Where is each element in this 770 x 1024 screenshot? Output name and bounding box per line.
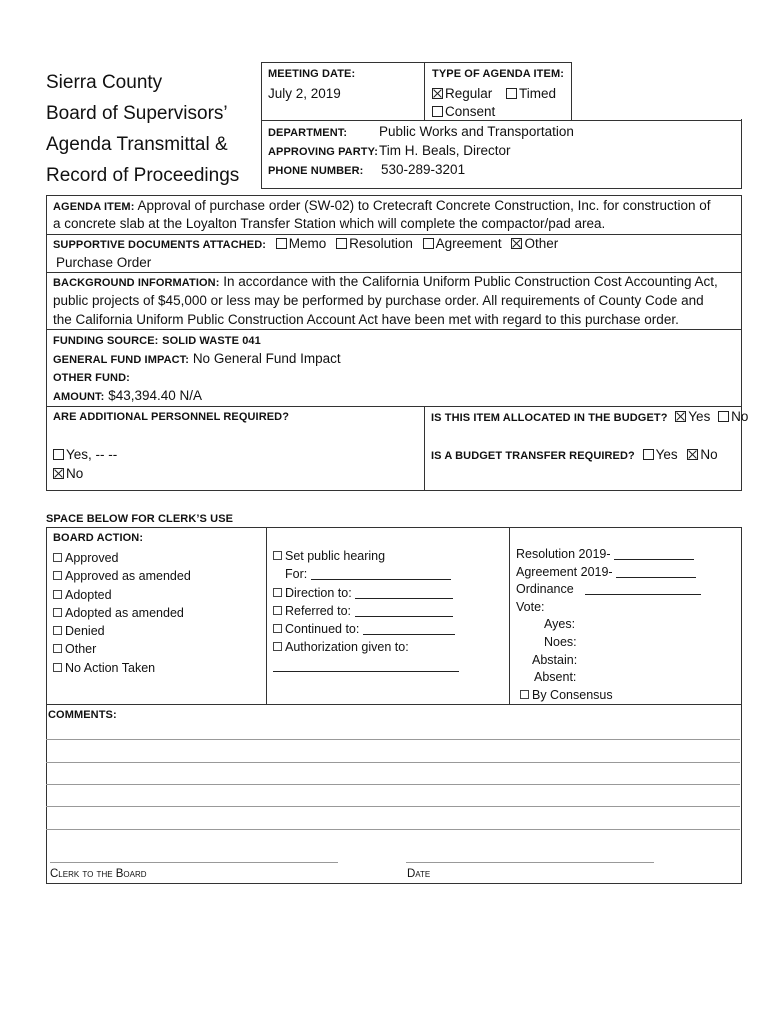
amount-label: AMOUNT:: [53, 391, 105, 403]
board-action-label: BOARD ACTION:: [53, 532, 144, 544]
clerk-signature-line[interactable]: [50, 862, 338, 863]
transfer-no-label: No: [700, 447, 718, 462]
department-label: DEPARTMENT:: [268, 127, 348, 139]
authorization-line[interactable]: [273, 657, 459, 675]
memo-checkbox[interactable]: [276, 238, 287, 249]
clerk-signature-label: Clerk to the Board: [50, 868, 147, 880]
regular-label: Regular: [445, 86, 493, 101]
abstain-label: Abstain:: [532, 652, 578, 667]
budget-no-label: No: [731, 409, 749, 424]
phone-label: PHONE NUMBER:: [268, 165, 364, 177]
resolution-line[interactable]: [614, 547, 694, 560]
background-line-1: [53, 274, 718, 289]
clerk-section-label: SPACE BELOW FOR CLERK’S USE: [46, 513, 234, 525]
agenda-item-label: AGENDA ITEM:: [53, 201, 135, 213]
ordinance-row: Ordinance: [516, 581, 701, 599]
approving-party-value: Tim H. Beals, Director: [379, 143, 511, 158]
other-value: Purchase Order: [56, 255, 152, 270]
funding-source-row: [53, 332, 261, 347]
action-approved[interactable]: Approved: [53, 549, 191, 567]
budget-allocated-row: [431, 409, 748, 424]
background-text-1: In accordance with the California Uniform Public Construction Cost Accounting Act,: [223, 274, 718, 289]
other-label: Other: [524, 236, 559, 251]
date-signature-label: Date: [407, 868, 431, 880]
title-line-1: Sierra County: [46, 72, 163, 93]
board-action-list: [53, 549, 191, 677]
vote-label: Vote:: [516, 599, 545, 614]
personnel-no-checkbox[interactable]: [53, 468, 64, 479]
form-title: [46, 68, 256, 190]
consent-checkbox[interactable]: [432, 106, 443, 117]
agenda-type-options: [432, 86, 556, 101]
continued-to[interactable]: Continued to:: [273, 620, 459, 638]
resolution-checkbox[interactable]: [336, 238, 347, 249]
ordinance-line[interactable]: [585, 582, 701, 595]
funding-source-label: FUNDING SOURCE:: [53, 335, 159, 347]
amount-row: [53, 388, 202, 403]
for-line[interactable]: [311, 567, 451, 580]
agreement-line[interactable]: [616, 565, 696, 578]
agenda-item-line-1: [53, 198, 711, 213]
clerk-right-column: [516, 546, 701, 704]
meeting-date-label: MEETING DATE:: [268, 68, 356, 80]
title-line-2: Board of Supervisors’: [46, 103, 228, 124]
for-row: For:: [273, 565, 459, 583]
agenda-type-label: TYPE OF AGENDA ITEM:: [432, 68, 564, 80]
comment-line-5[interactable]: [46, 829, 740, 830]
authorization-given[interactable]: Authorization given to:: [273, 638, 459, 656]
noes-label: Noes:: [544, 634, 577, 649]
budget-transfer-row: [431, 447, 718, 462]
timed-label: Timed: [519, 86, 557, 101]
consent-row: [432, 104, 495, 119]
background-text-2: public projects of $45,000 or less may be performed by purchase order. All requirements of County Code and: [53, 293, 704, 308]
budget-question: IS THIS ITEM ALLOCATED IN THE BUDGET?: [431, 412, 668, 424]
resolution-label: Resolution: [349, 236, 413, 251]
timed-checkbox[interactable]: [506, 88, 517, 99]
other-fund-label: OTHER FUND:: [53, 372, 130, 384]
gf-impact-label: GENERAL FUND IMPACT:: [53, 354, 190, 366]
consent-label: Consent: [445, 104, 496, 119]
gf-impact-row: [53, 351, 341, 366]
department-value: Public Works and Transportation: [379, 124, 574, 139]
agreement-label: Agreement: [435, 236, 502, 251]
clerk-middle-column: [273, 547, 459, 675]
personnel-yes-row: [53, 447, 117, 462]
supportive-docs-row: [53, 236, 558, 251]
comment-line-4[interactable]: [46, 806, 740, 807]
personnel-no-row: [53, 466, 83, 481]
by-consensus[interactable]: By Consensus: [516, 687, 701, 705]
budget-no-checkbox[interactable]: [718, 411, 729, 422]
funding-source-value: SOLID WASTE 041: [162, 335, 261, 347]
action-approved-amended[interactable]: Approved as amended: [53, 567, 191, 585]
agreement-checkbox[interactable]: [423, 238, 434, 249]
personnel-yes-checkbox[interactable]: [53, 449, 64, 460]
personnel-no-label: No: [66, 466, 84, 481]
budget-yes-label: Yes: [688, 409, 711, 424]
action-no-action[interactable]: No Action Taken: [53, 659, 191, 677]
comment-line-3[interactable]: [46, 784, 740, 785]
budget-yes-checkbox[interactable]: [675, 411, 686, 422]
agenda-item-text-1: Approval of purchase order (SW-02) to Cretecraft Concrete Construction, Inc. for construction of: [137, 198, 711, 213]
gf-impact-value: No General Fund Impact: [192, 351, 341, 366]
agenda-item-text-2: a concrete slab at the Loyalton Transfer Station which will complete the compactor/pad area.: [53, 216, 606, 231]
resolution-row: Resolution 2019-: [516, 546, 701, 564]
absent-label: Absent:: [534, 670, 577, 685]
personnel-yes-label: Yes, -- --: [66, 447, 118, 462]
action-adopted[interactable]: Adopted: [53, 586, 191, 604]
amount-value: $43,394.40 N/A: [108, 388, 203, 403]
comment-line-1[interactable]: [46, 739, 740, 740]
action-other[interactable]: Other: [53, 640, 191, 658]
action-denied[interactable]: Denied: [53, 622, 191, 640]
other-checkbox[interactable]: [511, 238, 522, 249]
memo-label: Memo: [288, 236, 327, 251]
title-line-4: Record of Proceedings: [46, 165, 240, 186]
transfer-yes-label: Yes: [655, 447, 678, 462]
transfer-no-checkbox[interactable]: [687, 449, 698, 460]
background-text-3: the California Uniform Public Construction Account Act have been met with regard to this purchase order.: [53, 312, 679, 327]
approving-party-label: APPROVING PARTY:: [268, 146, 378, 158]
transfer-question: IS A BUDGET TRANSFER REQUIRED?: [431, 450, 635, 462]
title-line-3: Agenda Transmittal &: [46, 134, 228, 155]
set-public-hearing[interactable]: Set public hearing: [273, 547, 459, 565]
regular-checkbox[interactable]: [432, 88, 443, 99]
meeting-date-value: July 2, 2019: [268, 86, 341, 101]
referred-to[interactable]: Referred to:: [273, 602, 459, 620]
phone-value: 530-289-3201: [381, 162, 466, 177]
personnel-question: ARE ADDITIONAL PERSONNEL REQUIRED?: [53, 411, 290, 423]
transfer-yes-checkbox[interactable]: [643, 449, 654, 460]
background-label: BACKGROUND INFORMATION:: [53, 277, 220, 289]
date-signature-line[interactable]: [406, 862, 654, 863]
agreement-row: Agreement 2019-: [516, 564, 701, 582]
direction-to[interactable]: Direction to:: [273, 584, 459, 602]
ayes-label: Ayes:: [544, 617, 576, 632]
supportive-docs-label: SUPPORTIVE DOCUMENTS ATTACHED:: [53, 239, 267, 251]
comment-line-2[interactable]: [46, 762, 740, 763]
action-adopted-amended[interactable]: Adopted as amended: [53, 604, 191, 622]
comments-label: COMMENTS:: [48, 709, 117, 721]
